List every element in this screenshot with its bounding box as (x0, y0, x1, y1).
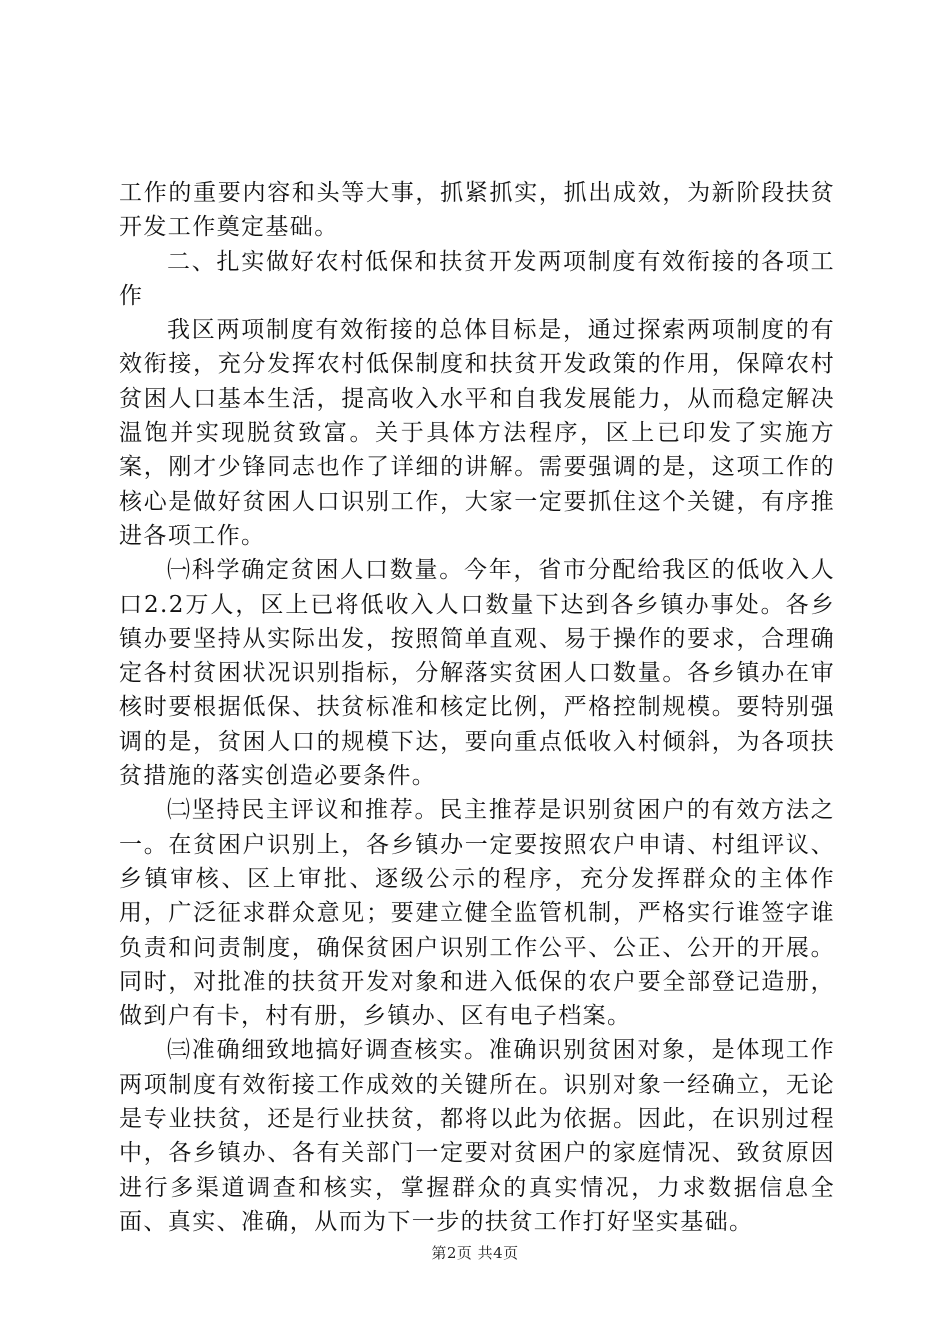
paragraph-continuation: 工作的重要内容和头等大事，抓紧抓实，抓出成效，为新阶段扶贫开发工作奠定基础。 (119, 180, 835, 241)
paragraph-item-2: ㈡坚持民主评议和推荐。民主推荐是识别贫困户的有效方法之一。在贫困户识别上，各乡镇办一定要按照农户申请、村组评议、乡镇审核、区上审批、逐级公示的程序，充分发挥群众的主体作用，广泛征求群众意见；要建立健全监管机制，严格实行谁签字谁负责和问责制度，确保贫困户识别工作公平、公正、公开的开展。同时，对批准的扶贫开发对象和进入低保的农户要全部登记造册，做到户有卡，村有册，乡镇办、区有电子档案。 (119, 797, 835, 1030)
page-number-footer: 第2页 共4页 (431, 1244, 519, 1262)
paragraph-item-3: ㈢准确细致地搞好调查核实。准确识别贫困对象，是体现工作两项制度有效衔接工作成效的关键所在。识别对象一经确立，无论是专业扶贫，还是行业扶贫，都将以此为依据。因此，在识别过程中，各乡镇办、各有关部门一定要对贫困户的家庭情况、致贫原因进行多渠道调查和核实，掌握群众的真实情况，力求数据信息全面、真实、准确，从而为下一步的扶贫工作打好坚实基础。 (119, 1037, 835, 1235)
paragraph-overall-goal: 我区两项制度有效衔接的总体目标是，通过探索两项制度的有效衔接，充分发挥农村低保制度和扶贫开发政策的作用，保障农村贫困人口基本生活，提高收入水平和自我发展能力，从而稳定解决温饱并实现脱贫致富。关于具体方法程序，区上已印发了实施方案，刚才少锋同志也作了详细的讲解。需要强调的是，这项工作的核心是做好贫困人口识别工作，大家一定要抓住这个关键，有序推进各项工作。 (119, 317, 835, 549)
section-heading: 二、扎实做好农村低保和扶贫开发两项制度有效衔接的各项工作 (119, 248, 835, 309)
paragraph-item-1: ㈠科学确定贫困人口数量。今年，省市分配给我区的低收入人口2.2万人，区上已将低收入人口数量下达到各乡镇办事处。各乡镇办要坚持从实际出发，按照简单直观、易于操作的要求，合理确定各村贫困状况识别指标，分解落实贫困人口数量。各乡镇办在审核时要根据低保、扶贫标准和核定比例，严格控制规模。要特别强调的是，贫困人口的规模下达，要向重点低收入村倾斜，为各项扶贫措施的落实创造必要条件。 (119, 557, 835, 790)
document-body (119, 176, 835, 1239)
